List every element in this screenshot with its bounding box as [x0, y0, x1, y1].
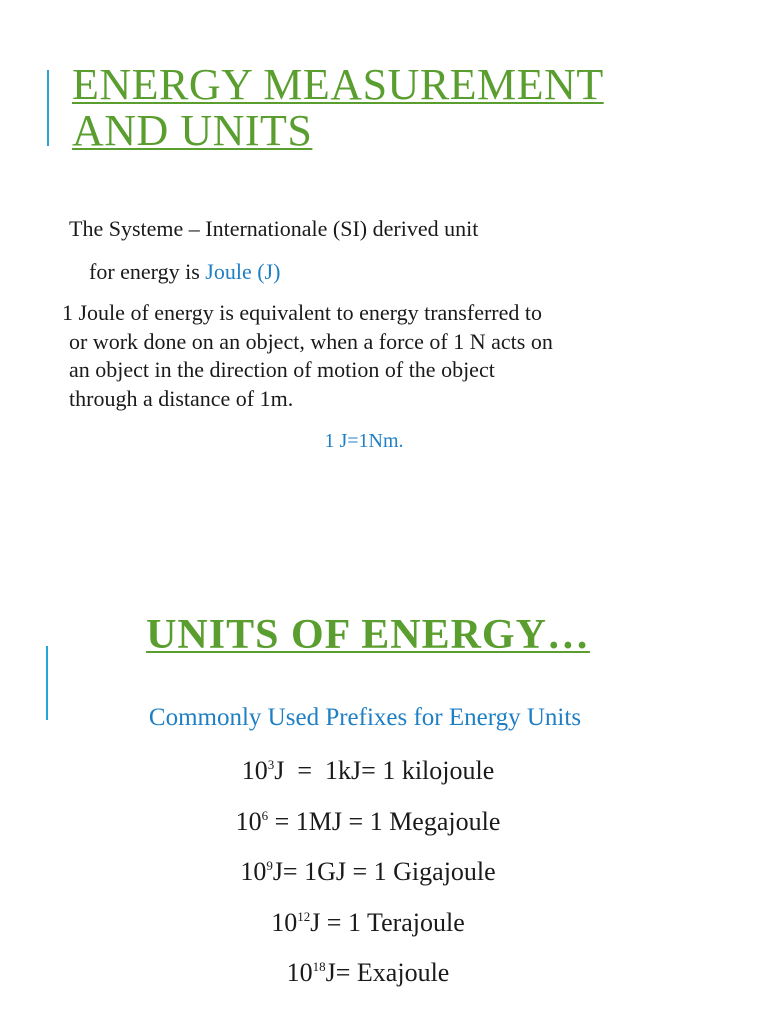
- for-energy-line: [89, 258, 280, 286]
- for-energy-prefix: for energy is: [89, 259, 206, 284]
- joule-formula: 1 J=1Nm.: [324, 430, 404, 452]
- prefix-base: 10: [286, 958, 313, 987]
- prefix-exponent: 18: [312, 959, 326, 974]
- prefix-base: 10: [241, 756, 268, 785]
- definition-line: an object in the direction of motion of the object: [69, 357, 495, 382]
- prefix-item-mega: [0, 799, 736, 850]
- prefix-base: 10: [235, 806, 262, 836]
- prefix-exponent: 6: [261, 807, 269, 823]
- prefix-item-kilo: [0, 748, 736, 799]
- prefix-rest: J= Exajoule: [325, 958, 450, 987]
- prefix-exponent: 12: [297, 908, 311, 924]
- title-line-2: AND UNITS: [72, 106, 313, 155]
- prefix-rest: J= 1GJ = 1 Gigajoule: [272, 857, 496, 886]
- joule-definition: [62, 299, 662, 413]
- prefix-list: [0, 748, 736, 1001]
- prefix-base: 10: [240, 857, 267, 886]
- prefix-item-tera: [0, 900, 736, 951]
- definition-line: or work done on an object, when a force of 1 N acts on: [69, 328, 553, 354]
- prefix-item-exa: [0, 950, 736, 1001]
- definition-line: 1 Joule of energy is equivalent to energy transferred to: [62, 300, 542, 325]
- accent-bar-slide-1: [47, 70, 49, 146]
- title-line-1: ENERGY MEASUREMENT: [72, 60, 604, 109]
- definition-line: through a distance of 1m.: [69, 385, 294, 411]
- si-unit-text: The Systeme – Internationale (SI) derived unit: [69, 216, 479, 241]
- prefix-exponent: 9: [266, 858, 273, 873]
- prefixes-subtitle: Commonly Used Prefixes for Energy Units: [148, 704, 582, 731]
- prefix-base: 10: [271, 907, 298, 937]
- slide-1-title: [72, 62, 672, 154]
- joule-unit-name: Joule (J): [205, 259, 281, 284]
- prefix-item-giga: [0, 849, 736, 900]
- prefix-rest: J = 1kJ= 1 kilojoule: [274, 756, 495, 785]
- prefix-exponent: 3: [267, 757, 275, 772]
- prefix-rest: = 1MJ = 1 Megajoule: [268, 806, 501, 836]
- slide-2-title: UNITS OF ENERGY…: [146, 612, 590, 658]
- prefix-rest: J = 1 Terajoule: [310, 907, 465, 937]
